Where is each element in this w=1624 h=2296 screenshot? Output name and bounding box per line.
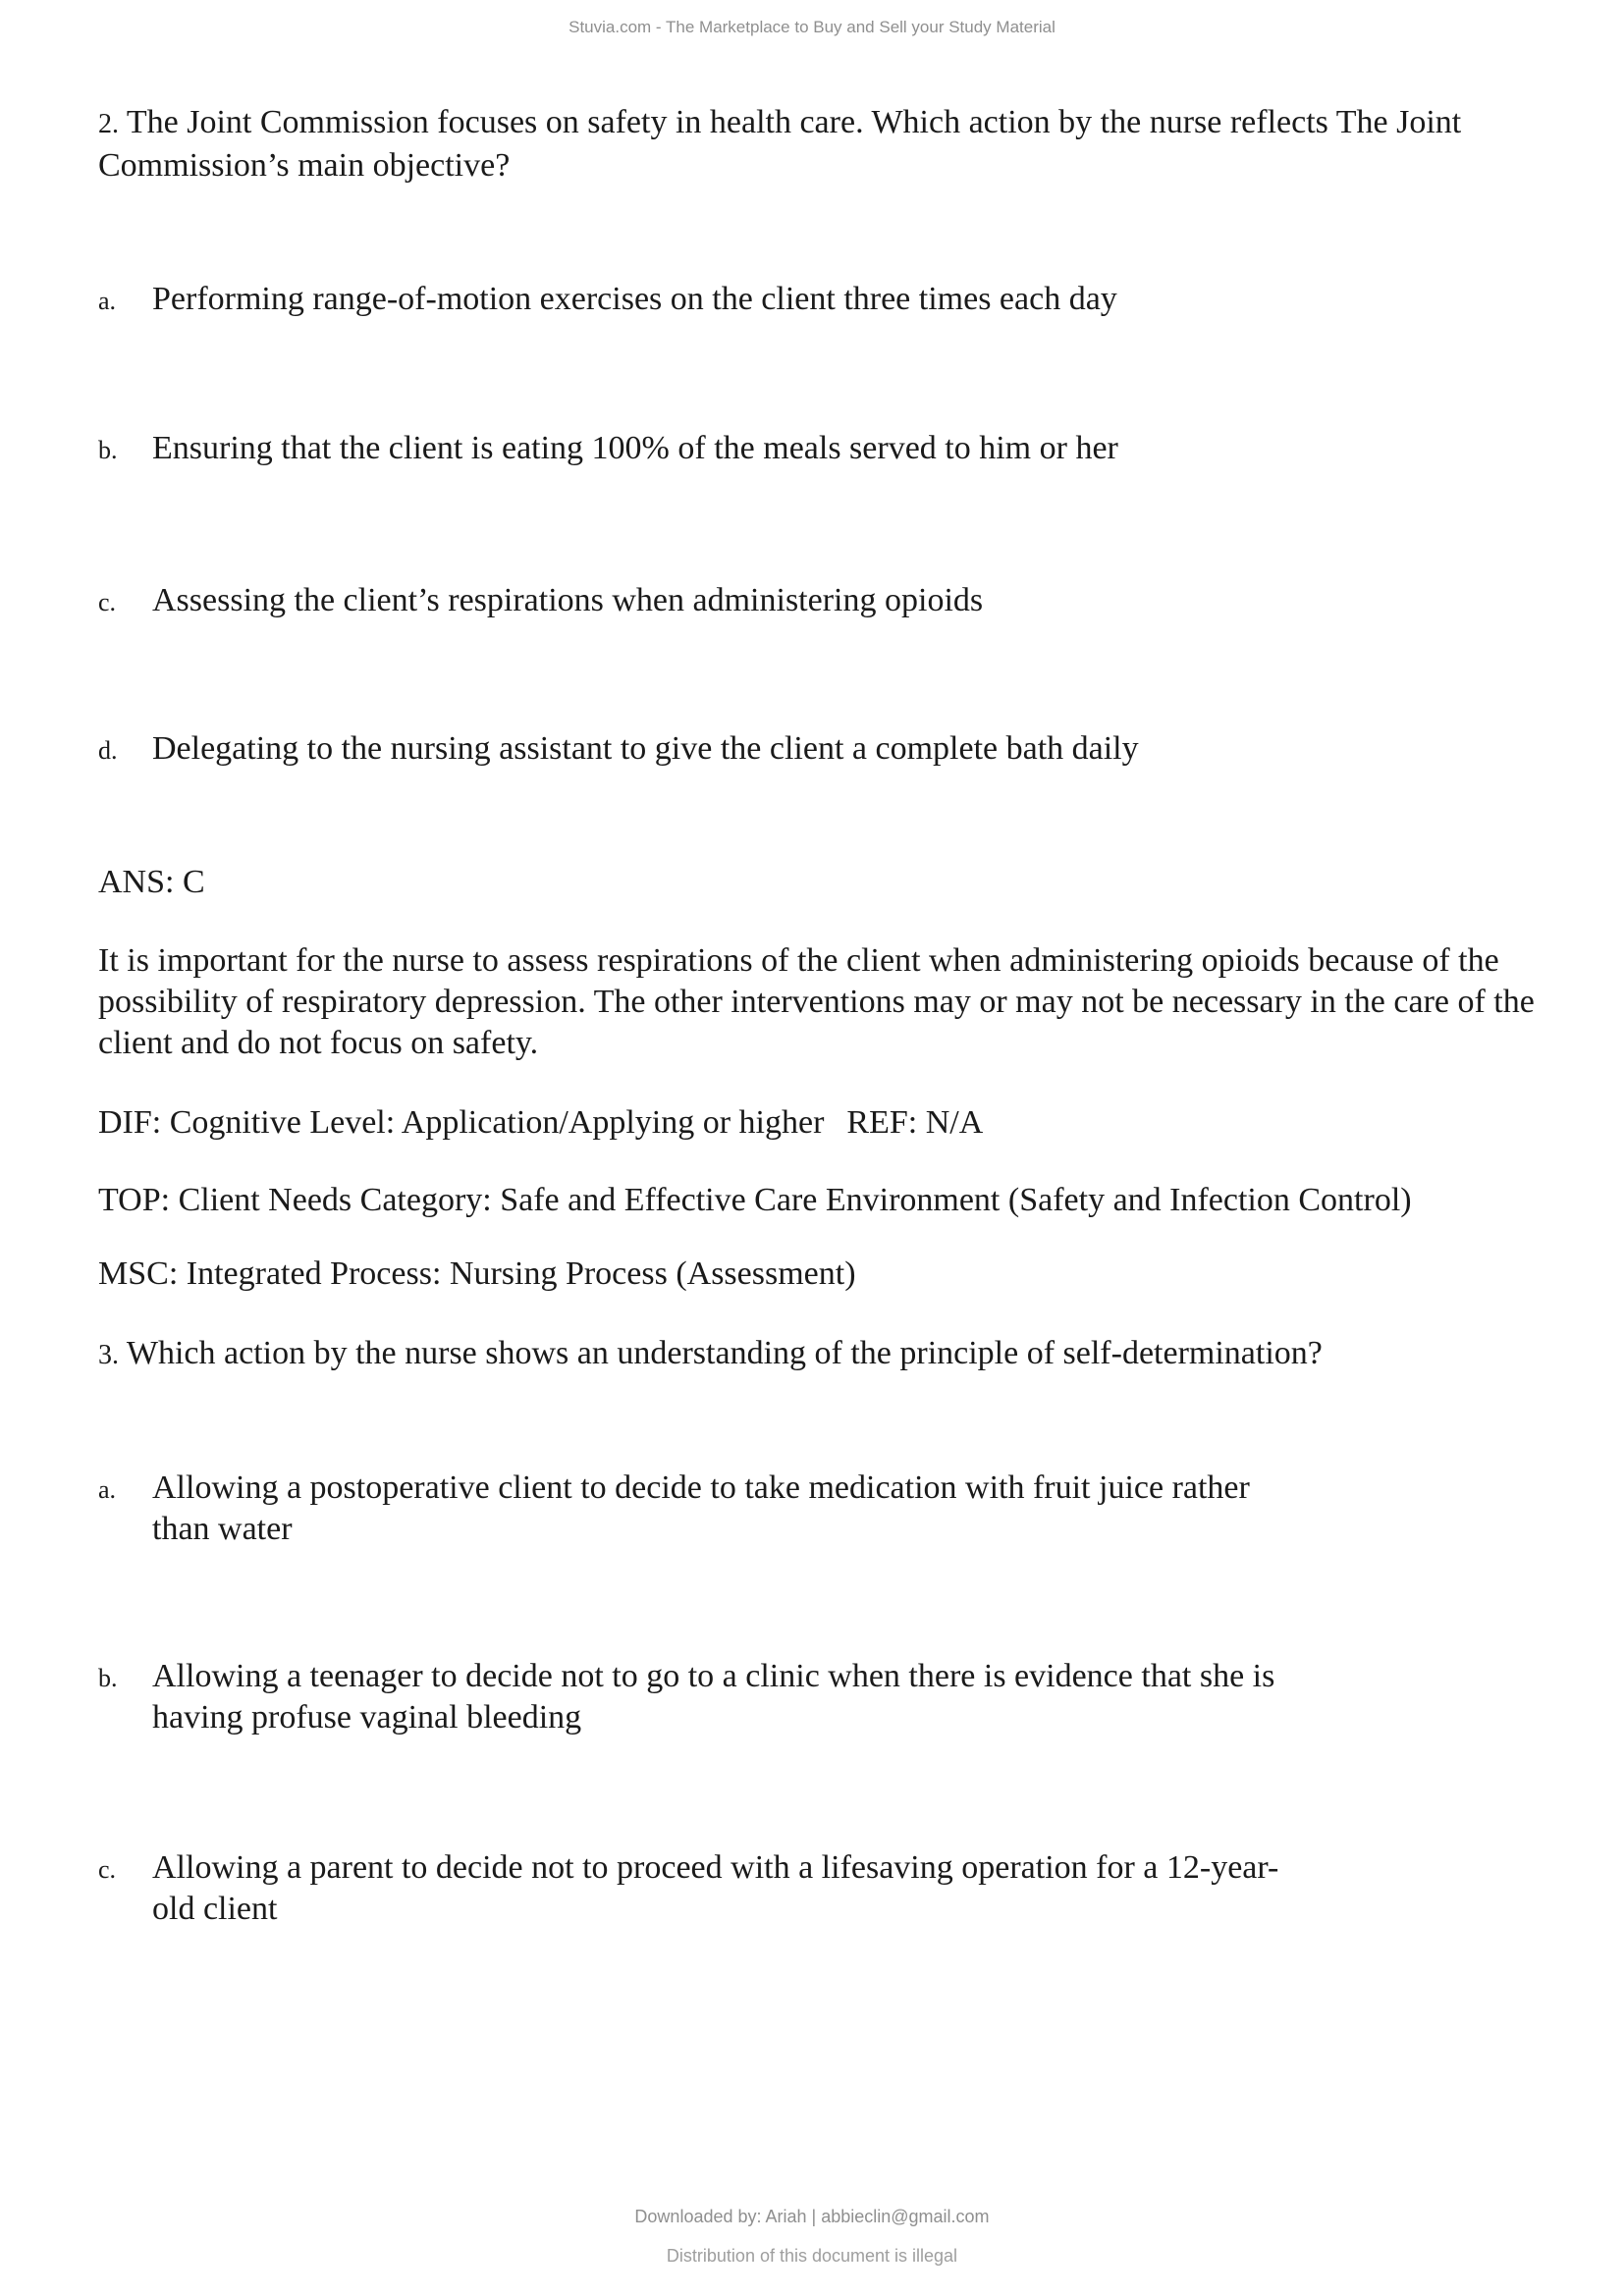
question-2-option-b <box>98 428 1571 471</box>
downloaded-by-text: Downloaded by: Ariah | abbieclin@gmail.com <box>634 2207 990 2226</box>
ref-text: REF: N/A <box>846 1104 984 1141</box>
question-2-option-a <box>98 279 1571 322</box>
question-2-option-c <box>98 580 1571 623</box>
question-2-option-d <box>98 728 1571 772</box>
option-letter: c. <box>98 588 117 616</box>
option-text: Performing range-of-motion exercises on the client three times each day <box>152 281 1117 317</box>
option-text: Allowing a postoperative client to decide to take medication with fruit juice rather than water <box>152 1469 1250 1547</box>
option-text: Ensuring that the client is eating 100% of the meals served to him or her <box>152 430 1118 466</box>
option-letter: c. <box>98 1855 117 1884</box>
question-2-rationale: It is important for the nurse to assess respirations of the client when administering opioids because of the possibility of respiratory depression. The other interventions may or may not be necessary in the care of the client and do not focus on safety. <box>98 942 1535 1061</box>
question-2-top-line: TOP: Client Needs Category: Safe and Effective Care Environment (Safety and Infection Control) <box>98 1182 1412 1218</box>
question-2-msc-line: MSC: Integrated Process: Nursing Process (Assessment) <box>98 1255 856 1292</box>
option-letter: a. <box>98 287 117 315</box>
option-letter: a. <box>98 1475 117 1504</box>
question-2-text: The Joint Commission focuses on safety in health care. Which action by the nurse reflects The Joint Commission’s main objective? <box>98 104 1462 184</box>
dif-text: DIF: Cognitive Level: Application/Applying or higher <box>98 1104 825 1141</box>
option-text: Allowing a teenager to decide not to go to a clinic when there is evidence that she is having profuse vaginal bleeding <box>152 1658 1275 1735</box>
option-text: Allowing a parent to decide not to proceed with a lifesaving operation for a 12-year-old client <box>152 1849 1279 1927</box>
question-3-number: 3. <box>98 1340 119 1370</box>
question-3-option-a <box>98 1468 1571 1550</box>
option-letter: b. <box>98 1664 118 1692</box>
question-2-number: 2. <box>98 109 119 139</box>
option-text: Assessing the client’s respirations when administering opioids <box>152 582 984 618</box>
document-content <box>98 102 1571 1930</box>
option-letter: b. <box>98 436 118 464</box>
option-text: Delegating to the nursing assistant to give the client a complete bath daily <box>152 730 1139 767</box>
question-3-text: Which action by the nurse shows an understanding of the principle of self-determination? <box>126 1335 1323 1371</box>
question-3-option-c <box>98 1847 1571 1930</box>
page-footer-watermark <box>0 2197 1624 2275</box>
question-2 <box>98 102 1571 187</box>
option-letter: d. <box>98 736 118 765</box>
page-header-watermark: Stuvia.com - The Marketplace to Buy and Sell your Study Material <box>568 18 1056 36</box>
question-2-dif-line <box>98 1102 1571 1144</box>
question-3 <box>98 1333 1571 1376</box>
distribution-warning-text: Distribution of this document is illegal <box>666 2246 958 2266</box>
question-2-answer: ANS: C <box>98 864 205 900</box>
question-3-option-b <box>98 1656 1571 1738</box>
